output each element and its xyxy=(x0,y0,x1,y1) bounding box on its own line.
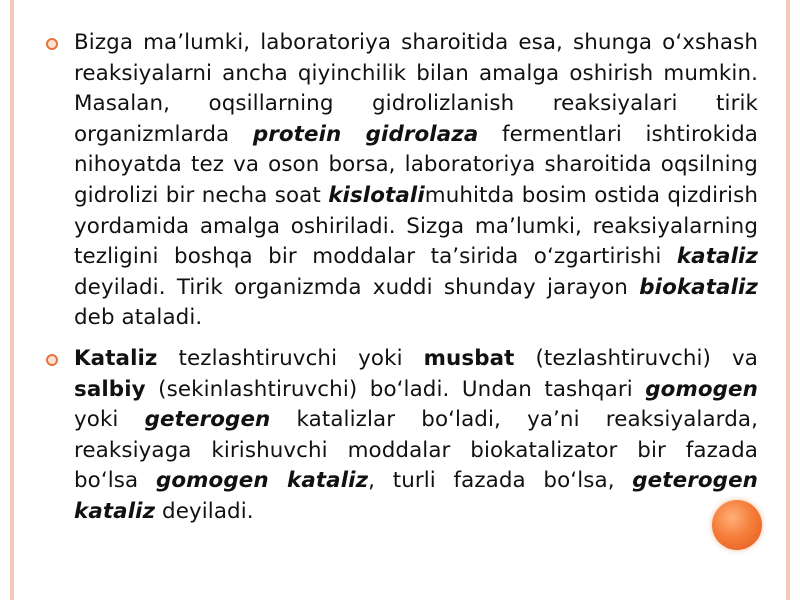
emphasis-term: protein gidrolaza xyxy=(252,121,479,147)
emphasis-term: kataliz xyxy=(676,244,758,270)
text-segment: , turli fazada bo‘lsa, xyxy=(368,468,633,494)
emphasis-term: gomogen xyxy=(645,376,758,402)
left-edge-line xyxy=(10,0,14,600)
text-segment: deyiladi. Tirik organizmda xuddi shunday jarayon xyxy=(74,274,640,300)
text-segment: deb ataladi. xyxy=(74,305,203,331)
orange-orb-decoration xyxy=(712,500,762,550)
text-segment: fermentlari ishtirokida nihoyatda tez va oson borsa, laboratoriya sharoitida oqsilning gidrolizi bir necha soat xyxy=(74,121,758,208)
text-segment: katalizlar bo‘ladi, ya’ni reaksiyalarda, reaksiyaga kirishuvchi moddalar biokatalizator bir fazada bo‘lsa xyxy=(74,407,758,494)
text-segment: Bizga ma’lumki, laboratoriya sharoitida esa, shunga o‘xshash reaksiyalarni ancha qiyinchilik bilan amalga oshirish mumkin. Masalan, oqsillarning gidrolizlanish reaksiyalari tirik organizmlarda xyxy=(74,30,758,147)
text-segment: (sekinlashtiruvchi) bo‘ladi. Undan tashqari xyxy=(145,376,646,402)
bold-term: Kataliz xyxy=(74,345,158,371)
emphasis-term: gomogen kataliz xyxy=(155,468,369,494)
text-segment: deyiladi. xyxy=(155,498,254,524)
circle-bullet-icon xyxy=(46,354,58,366)
text-segment: muhitda bosim ostida qizdirish yordamida amalga oshiriladi. Sizga ma’lumki, reaksiyalarning tezligini boshqa bir moddalar ta’sirida o‘zgartirishi xyxy=(74,182,758,270)
slide-content xyxy=(46,28,758,538)
bold-term: salbiy xyxy=(74,376,146,402)
bullet-item-2 xyxy=(46,344,758,528)
right-edge-line xyxy=(786,0,790,600)
emphasis-term: kislotali xyxy=(328,182,425,208)
circle-bullet-icon xyxy=(46,38,58,50)
bold-term: musbat xyxy=(423,345,515,371)
emphasis-term: geterogen kataliz xyxy=(74,468,759,524)
emphasis-term: geterogen xyxy=(144,407,271,433)
emphasis-term: biokataliz xyxy=(639,274,758,300)
bullet-item-1 xyxy=(46,28,758,334)
paragraph-2 xyxy=(74,344,758,528)
text-segment: tezlashtiruvchi yoki xyxy=(157,345,424,371)
text-segment: (tezlashtiruvchi) va xyxy=(514,345,758,371)
text-segment: yoki xyxy=(74,407,145,433)
paragraph-1 xyxy=(74,28,758,334)
